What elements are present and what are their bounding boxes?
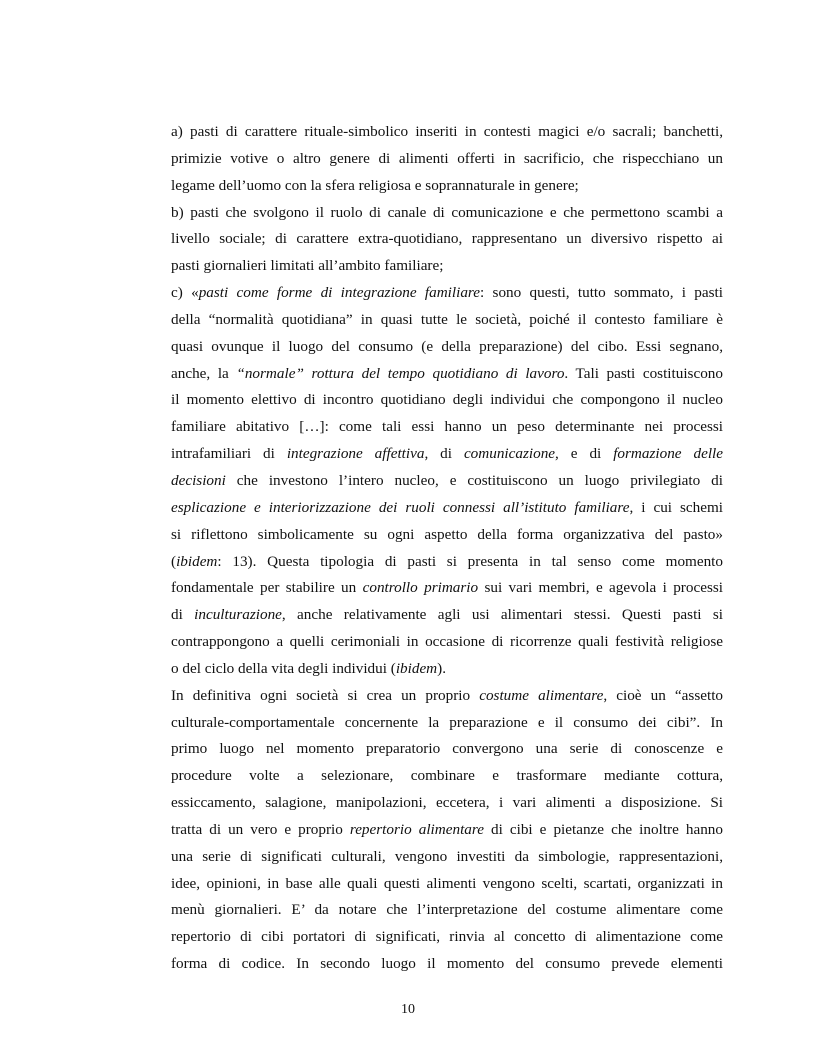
italic-phrase: repertorio alimentare — [349, 820, 484, 838]
text-line — [171, 361, 723, 388]
text-line — [171, 629, 723, 656]
paragraph-item-a — [171, 119, 723, 200]
text-run: intrafamiliari di — [171, 445, 287, 463]
text-run: legame dell’uomo con la sfera religiosa e soprannaturale in genere; — [171, 176, 579, 194]
text-run: menù giornalieri. E’ da notare che l’interpretazione del costume alimentare come — [171, 901, 723, 919]
text-line — [171, 844, 723, 871]
text-run: , e di — [555, 445, 614, 463]
text-run: tratta di un vero e proprio — [171, 820, 350, 838]
text-line — [171, 710, 723, 737]
text-run: b) pasti che svolgono il ruolo di canale di comunicazione e che permettono scambi a — [171, 203, 723, 221]
italic-phrase: ibidem — [395, 659, 438, 677]
body-text — [171, 119, 723, 978]
text-run: culturale-comportamentale concernente la preparazione e il consumo dei cibi”. In — [171, 713, 723, 731]
text-run: primizie votive o altro genere di alimenti offerti in sacrificio, che rispecchiano un — [171, 149, 723, 167]
paragraph-conclusion — [171, 683, 723, 978]
text-line — [171, 522, 723, 549]
text-line — [171, 575, 723, 602]
text-run: idee, opinioni, in base alle quali questi alimenti vengono scelti, scartati, organizzati in — [171, 874, 723, 892]
text-run: quasi ovunque il luogo del consumo (e della preparazione) del cibo. Essi segnano, — [171, 337, 723, 355]
italic-phrase: costume alimentare — [479, 686, 604, 704]
text-run: fondamentale per stabilire un — [171, 579, 363, 597]
text-run: repertorio di cibi portatori di significati, rinvia al concetto di alimentazione come — [171, 928, 723, 946]
text-run: ( — [171, 552, 177, 570]
text-run: . Tali pasti costituiscono — [564, 364, 723, 382]
text-line — [171, 414, 723, 441]
text-run: pasti giornalieri limitati all’ambito familiare; — [171, 257, 444, 275]
text-run: forma di codice. In secondo luogo il momento del consumo prevede elementi — [171, 955, 723, 973]
text-run: : sono questi, tutto sommato, i pasti — [480, 284, 723, 302]
text-line — [171, 683, 723, 710]
italic-phrase: integrazione affettiva — [286, 445, 425, 463]
text-line — [171, 736, 723, 763]
text-line — [171, 924, 723, 951]
text-run: che investono l’intero nucleo, e costituiscono un luogo privilegiato di — [225, 471, 723, 489]
italic-phrase: inculturazione — [194, 606, 282, 624]
italic-phrase: “normale” rottura del tempo quotidiano di lavoro — [236, 364, 565, 382]
italic-phrase: formazione delle — [613, 445, 723, 463]
text-line — [171, 549, 723, 576]
italic-phrase: esplicazione e interiorizzazione dei ruoli connessi all’istituto familiare — [171, 498, 630, 516]
text-line — [171, 226, 723, 253]
text-run: familiare abitativo […]: come tali essi hanno un peso determinante nei processi — [171, 418, 723, 436]
text-line — [171, 495, 723, 522]
text-run: una serie di significati culturali, vengono investiti da simbologie, rappresentazioni, — [171, 847, 723, 865]
text-run: o del ciclo della vita degli individui ( — [171, 659, 396, 677]
text-run: procedure volte a selezionare, combinare e trasformare mediante cottura, — [171, 767, 723, 785]
paragraph-item-c — [171, 280, 723, 683]
text-run: , anche relativamente agli usi alimentari stessi. Questi pasti si — [281, 606, 723, 624]
text-line — [171, 280, 723, 307]
text-run: : 13). Questa tipologia di pasti si presenta in tal senso come momento — [217, 552, 723, 570]
text-run: In definitiva ogni società si crea un proprio — [171, 686, 480, 704]
text-run: essiccamento, salagione, manipolazioni, eccetera, i vari alimenti a disposizione. Si — [171, 794, 723, 812]
text-run: di cibi e pietanze che inoltre hanno — [483, 820, 723, 838]
text-line — [171, 334, 723, 361]
text-line — [171, 387, 723, 414]
text-line — [171, 763, 723, 790]
text-line — [171, 871, 723, 898]
italic-phrase: decisioni — [171, 471, 226, 489]
text-run: , di — [424, 445, 464, 463]
text-run: , cioè un “assetto — [603, 686, 724, 704]
paragraph-item-b — [171, 200, 723, 281]
italic-phrase: comunicazione — [463, 445, 556, 463]
text-run: contrappongono a quelli cerimoniali in occasione di ricorrenze quali festività religiose — [171, 633, 723, 651]
text-line — [171, 656, 723, 683]
text-line — [171, 307, 723, 334]
text-line — [171, 146, 723, 173]
text-run: a) pasti di carattere rituale-simbolico inseriti in contesti magici e/o sacrali; banchetti, — [171, 123, 723, 140]
text-line — [171, 602, 723, 629]
text-line — [171, 951, 723, 978]
text-line — [171, 119, 723, 146]
text-run: sui vari membri, e agevola i processi — [478, 579, 723, 597]
text-run: , i cui schemi — [629, 498, 723, 516]
text-run: livello sociale; di carattere extra-quotidiano, rappresentano un diversivo rispetto ai — [171, 230, 723, 248]
text-run: c) « — [171, 284, 199, 302]
text-run: si riflettono simbolicamente su ogni aspetto della forma organizzativa del pasto» — [171, 525, 723, 543]
text-line — [171, 200, 723, 227]
italic-phrase: controllo primario — [362, 579, 479, 597]
text-run: primo luogo nel momento preparatorio convergono una serie di conoscenze e — [171, 740, 723, 758]
text-line — [171, 468, 723, 495]
page-number: 10 — [401, 1002, 415, 1017]
text-run: il momento elettivo di incontro quotidiano degli individui che compongono il nucleo — [171, 391, 723, 409]
italic-phrase: ibidem — [176, 552, 218, 570]
text-run: di — [171, 606, 195, 624]
text-line — [171, 253, 723, 280]
text-run: anche, la — [171, 364, 237, 382]
italic-phrase: pasti come forme di integrazione familiare — [198, 284, 481, 302]
text-line — [171, 173, 723, 200]
text-line — [171, 897, 723, 924]
text-line — [171, 817, 723, 844]
text-line — [171, 441, 723, 468]
text-line — [171, 790, 723, 817]
text-run: ). — [437, 659, 447, 677]
text-run: della “normalità quotidiana” in quasi tutte le società, poiché il contesto familiare è — [171, 310, 723, 328]
